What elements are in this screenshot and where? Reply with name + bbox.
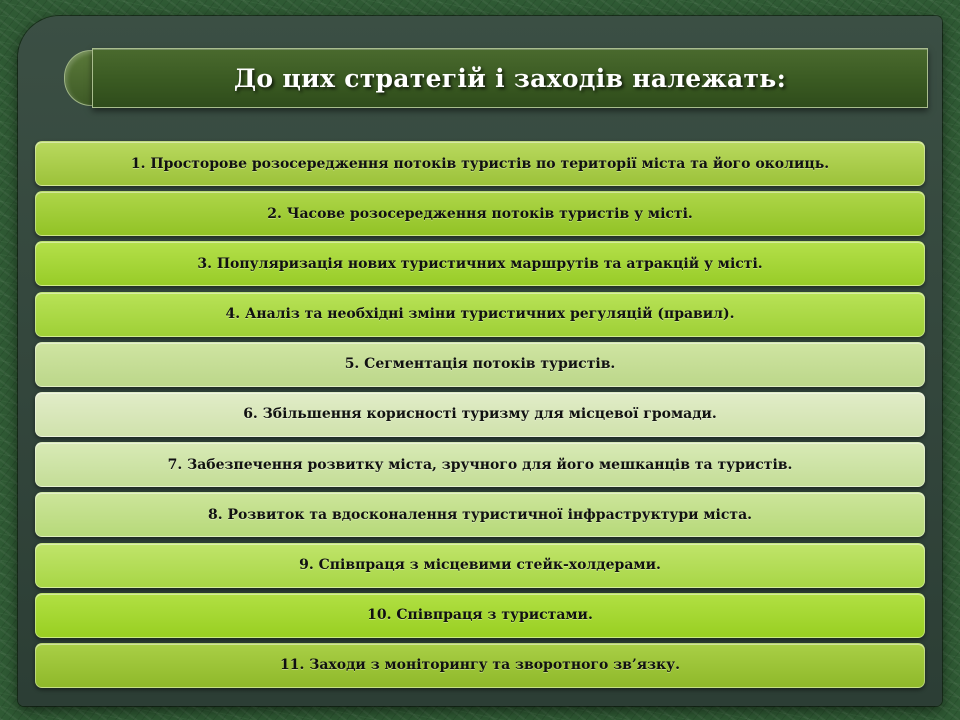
list-item-11 xyxy=(35,643,925,688)
list-item-6 xyxy=(35,392,925,437)
list-item-text: 4. Аналіз та необхідні зміни туристичних регуляцій (правил). xyxy=(225,306,735,323)
list-item-1 xyxy=(35,141,925,186)
list-item-text: 5. Сегментація потоків туристів. xyxy=(344,356,616,373)
list-item-9 xyxy=(35,543,925,588)
list-item-5 xyxy=(35,342,925,387)
list-item-7 xyxy=(35,442,925,487)
list-item-text: 3. Популяризація нових туристичних маршрутів та атракцій у місті. xyxy=(197,255,763,272)
slide-title: До цих стратегій і заходів належать: xyxy=(233,63,787,93)
list-item-8 xyxy=(35,492,925,537)
list-item-text: 8. Розвиток та вдосконалення туристичної інфраструктури міста. xyxy=(207,506,753,523)
strategy-list xyxy=(35,141,925,693)
list-item-3 xyxy=(35,241,925,286)
list-item-text: 1. Просторове розосередження потоків туристів по території міста та його околиць. xyxy=(130,155,830,172)
list-item-4 xyxy=(35,292,925,337)
list-item-text: 7. Забезпечення розвитку міста, зручного для його мешканців та туристів. xyxy=(167,456,793,473)
list-item-10 xyxy=(35,593,925,638)
list-item-text: 10. Співпраця з туристами. xyxy=(367,607,593,624)
title-bar xyxy=(92,48,928,108)
list-item-text: 11. Заходи з моніторингу та зворотного зв’язку. xyxy=(280,657,680,674)
list-item-2 xyxy=(35,191,925,236)
list-item-text: 2. Часове розосередження потоків туристів у місті. xyxy=(267,205,693,222)
list-item-text: 9. Співпраця з місцевими стейк-холдерами. xyxy=(299,557,661,573)
list-item-text: 6. Збільшення корисності туризму для місцевої громади. xyxy=(243,406,717,423)
